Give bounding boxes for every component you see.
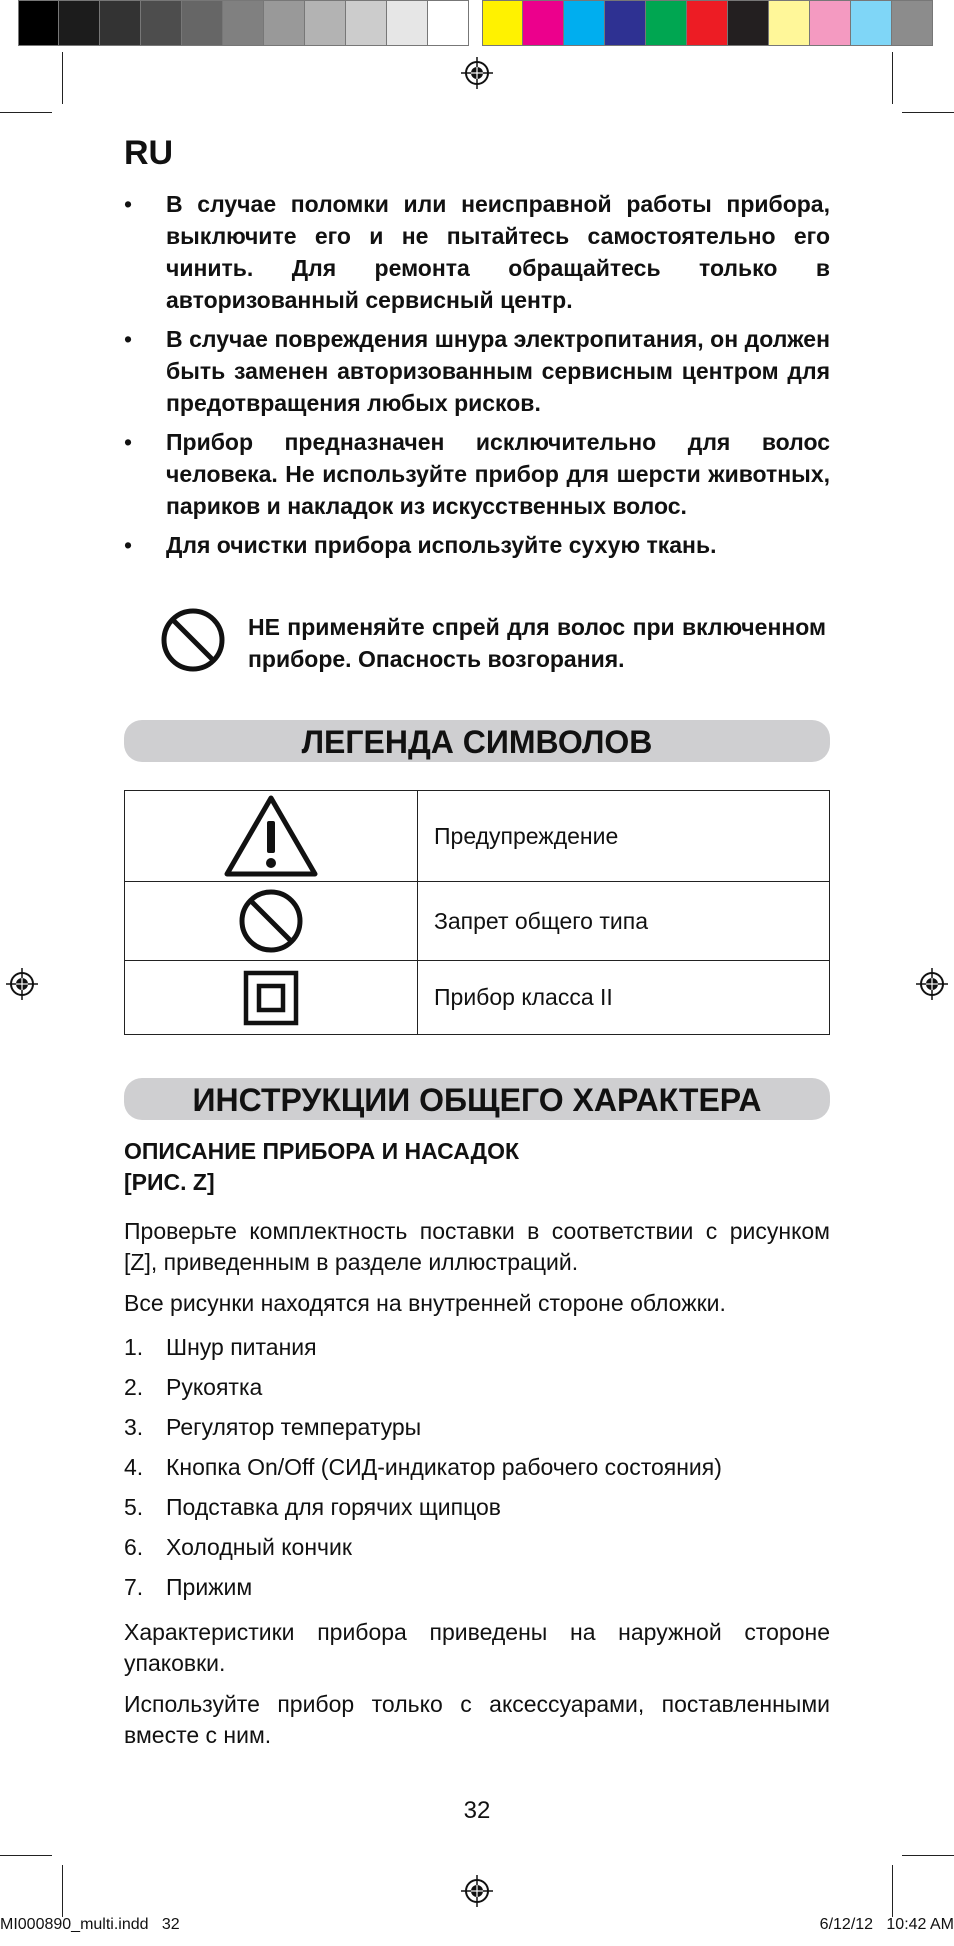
color-swatch [305, 0, 346, 46]
bullet-item: • Прибор предназначен исключительно для волос человека. Не используйте прибор для шерсти животных, париков и накладок из искусственных волос. [124, 426, 830, 522]
crop-mark [902, 112, 954, 113]
list-item [124, 1367, 830, 1407]
parts-list [124, 1327, 830, 1607]
subheading: [РИС. Z] [124, 1169, 215, 1195]
color-swatch [564, 0, 605, 46]
list-item-label: Регулятор температуры [166, 1414, 422, 1440]
crop-mark [62, 52, 63, 104]
specs-paragraph: Характеристики прибора приведены на наружной стороне упаковки. [124, 1619, 830, 1676]
color-swatch [141, 0, 182, 46]
list-item [124, 1567, 830, 1607]
list-item-label: Холодный кончик [166, 1534, 352, 1560]
accessories-paragraph: Используйте прибор только с аксессуарами, поставленными вместе с ним. [124, 1691, 830, 1748]
color-swatch [346, 0, 387, 46]
legend-table-wrapper [124, 790, 830, 1035]
bullet-item: • В случае повреждения шнура электропитания, он должен быть заменен авторизованным сервисным центром для предотвращения любых рисков. [124, 323, 830, 419]
list-item [124, 1327, 830, 1367]
color-swatch [769, 0, 810, 46]
note-paragraph: Все рисунки находятся на внутренней стороне обложки. [124, 1290, 726, 1316]
safety-bullets [124, 188, 830, 568]
language-code: RU [124, 134, 174, 172]
list-item-label: Рукоятка [166, 1374, 263, 1400]
bullet-item: • Для очистки прибора используйте сухую ткань. [124, 529, 830, 561]
crop-mark [892, 52, 893, 104]
color-swatch [810, 0, 851, 46]
list-item [124, 1407, 830, 1447]
legend-table [124, 790, 830, 1035]
color-swatch [482, 0, 523, 46]
legend-symbol-cell [125, 791, 418, 882]
registration-mark-icon [4, 966, 40, 1002]
crop-mark [0, 112, 52, 113]
list-item [124, 1527, 830, 1567]
color-swatch [264, 0, 305, 46]
list-item [124, 1487, 830, 1527]
subheading: ОПИСАНИЕ ПРИБОРА И НАСАДОК [124, 1138, 519, 1164]
color-swatch [387, 0, 428, 46]
table-row [125, 961, 830, 1035]
list-item-label: Шнур питания [166, 1334, 317, 1360]
color-swatch [100, 0, 141, 46]
list-item-number: 7. [124, 1574, 144, 1600]
general-section-body [124, 1136, 830, 1751]
table-row [125, 791, 830, 882]
color-swatch [428, 0, 469, 46]
list-item-number: 4. [124, 1454, 144, 1480]
color-swatch [523, 0, 564, 46]
color-swatch [223, 0, 264, 46]
intro-paragraph: Проверьте комплектность поставки в соответствии с рисунком [Z], приведенным в разделе иллюстраций. [124, 1218, 830, 1275]
list-item [124, 1447, 830, 1487]
crop-mark [892, 1865, 893, 1917]
hairspray-warning [124, 607, 830, 678]
list-item-number: 1. [124, 1334, 144, 1360]
color-swatch [892, 0, 933, 46]
warning-triangle-icon [223, 821, 319, 847]
color-swatch [646, 0, 687, 46]
crop-mark [902, 1855, 954, 1856]
color-swatch [687, 0, 728, 46]
page-number: 32 [463, 1797, 491, 1824]
crop-mark [0, 1855, 52, 1856]
footer-date-slug: 6/12/12 10:42 AM [819, 1916, 954, 1933]
crop-mark [62, 1865, 63, 1917]
registration-mark-icon [459, 55, 495, 91]
list-item-label: Кнопка On/Off (СИД-индикатор рабочего состояния) [166, 1454, 722, 1480]
registration-mark-icon [914, 966, 950, 1002]
color-swatch [18, 0, 59, 46]
grayscale-color-bar [18, 0, 469, 46]
list-item-number: 3. [124, 1414, 144, 1440]
bullet-item: • В случае поломки или неисправной работы прибора, выключите его и не пытайтесь самостоятельно его чинить. Для ремонта обращайтесь только в авторизованный сервисный центр. [124, 188, 830, 316]
registration-mark-icon [459, 1873, 495, 1909]
prohibition-icon [160, 607, 226, 678]
legend-label: Прибор класса II [418, 961, 830, 1035]
legend-section-title: ЛЕГЕНДА СИМВОЛОВ [124, 720, 830, 762]
legend-label: Предупреждение [418, 791, 830, 882]
color-swatch [59, 0, 100, 46]
color-swatch [851, 0, 892, 46]
color-swatch [728, 0, 769, 46]
table-row [125, 882, 830, 961]
warning-text: НЕ применяйте спрей для волос при включенном приборе. Опасность возгорания. [248, 613, 826, 672]
footer-file-slug: MI000890_multi.indd 32 [0, 1916, 180, 1933]
class-ii-appliance-icon [243, 983, 299, 1009]
general-section-title: ИНСТРУКЦИИ ОБЩЕГО ХАРАКТЕРА [124, 1078, 830, 1120]
list-item-number: 2. [124, 1374, 144, 1400]
prohibition-icon [238, 906, 304, 932]
list-item-number: 5. [124, 1494, 144, 1520]
color-swatch [182, 0, 223, 46]
legend-label: Запрет общего типа [418, 882, 830, 961]
color-swatch [605, 0, 646, 46]
process-color-bar [482, 0, 933, 46]
list-item-label: Прижим [166, 1574, 253, 1600]
legend-symbol-cell [125, 882, 418, 961]
list-item-label: Подставка для горячих щипцов [166, 1494, 501, 1520]
legend-symbol-cell [125, 961, 418, 1035]
list-item-number: 6. [124, 1534, 144, 1560]
